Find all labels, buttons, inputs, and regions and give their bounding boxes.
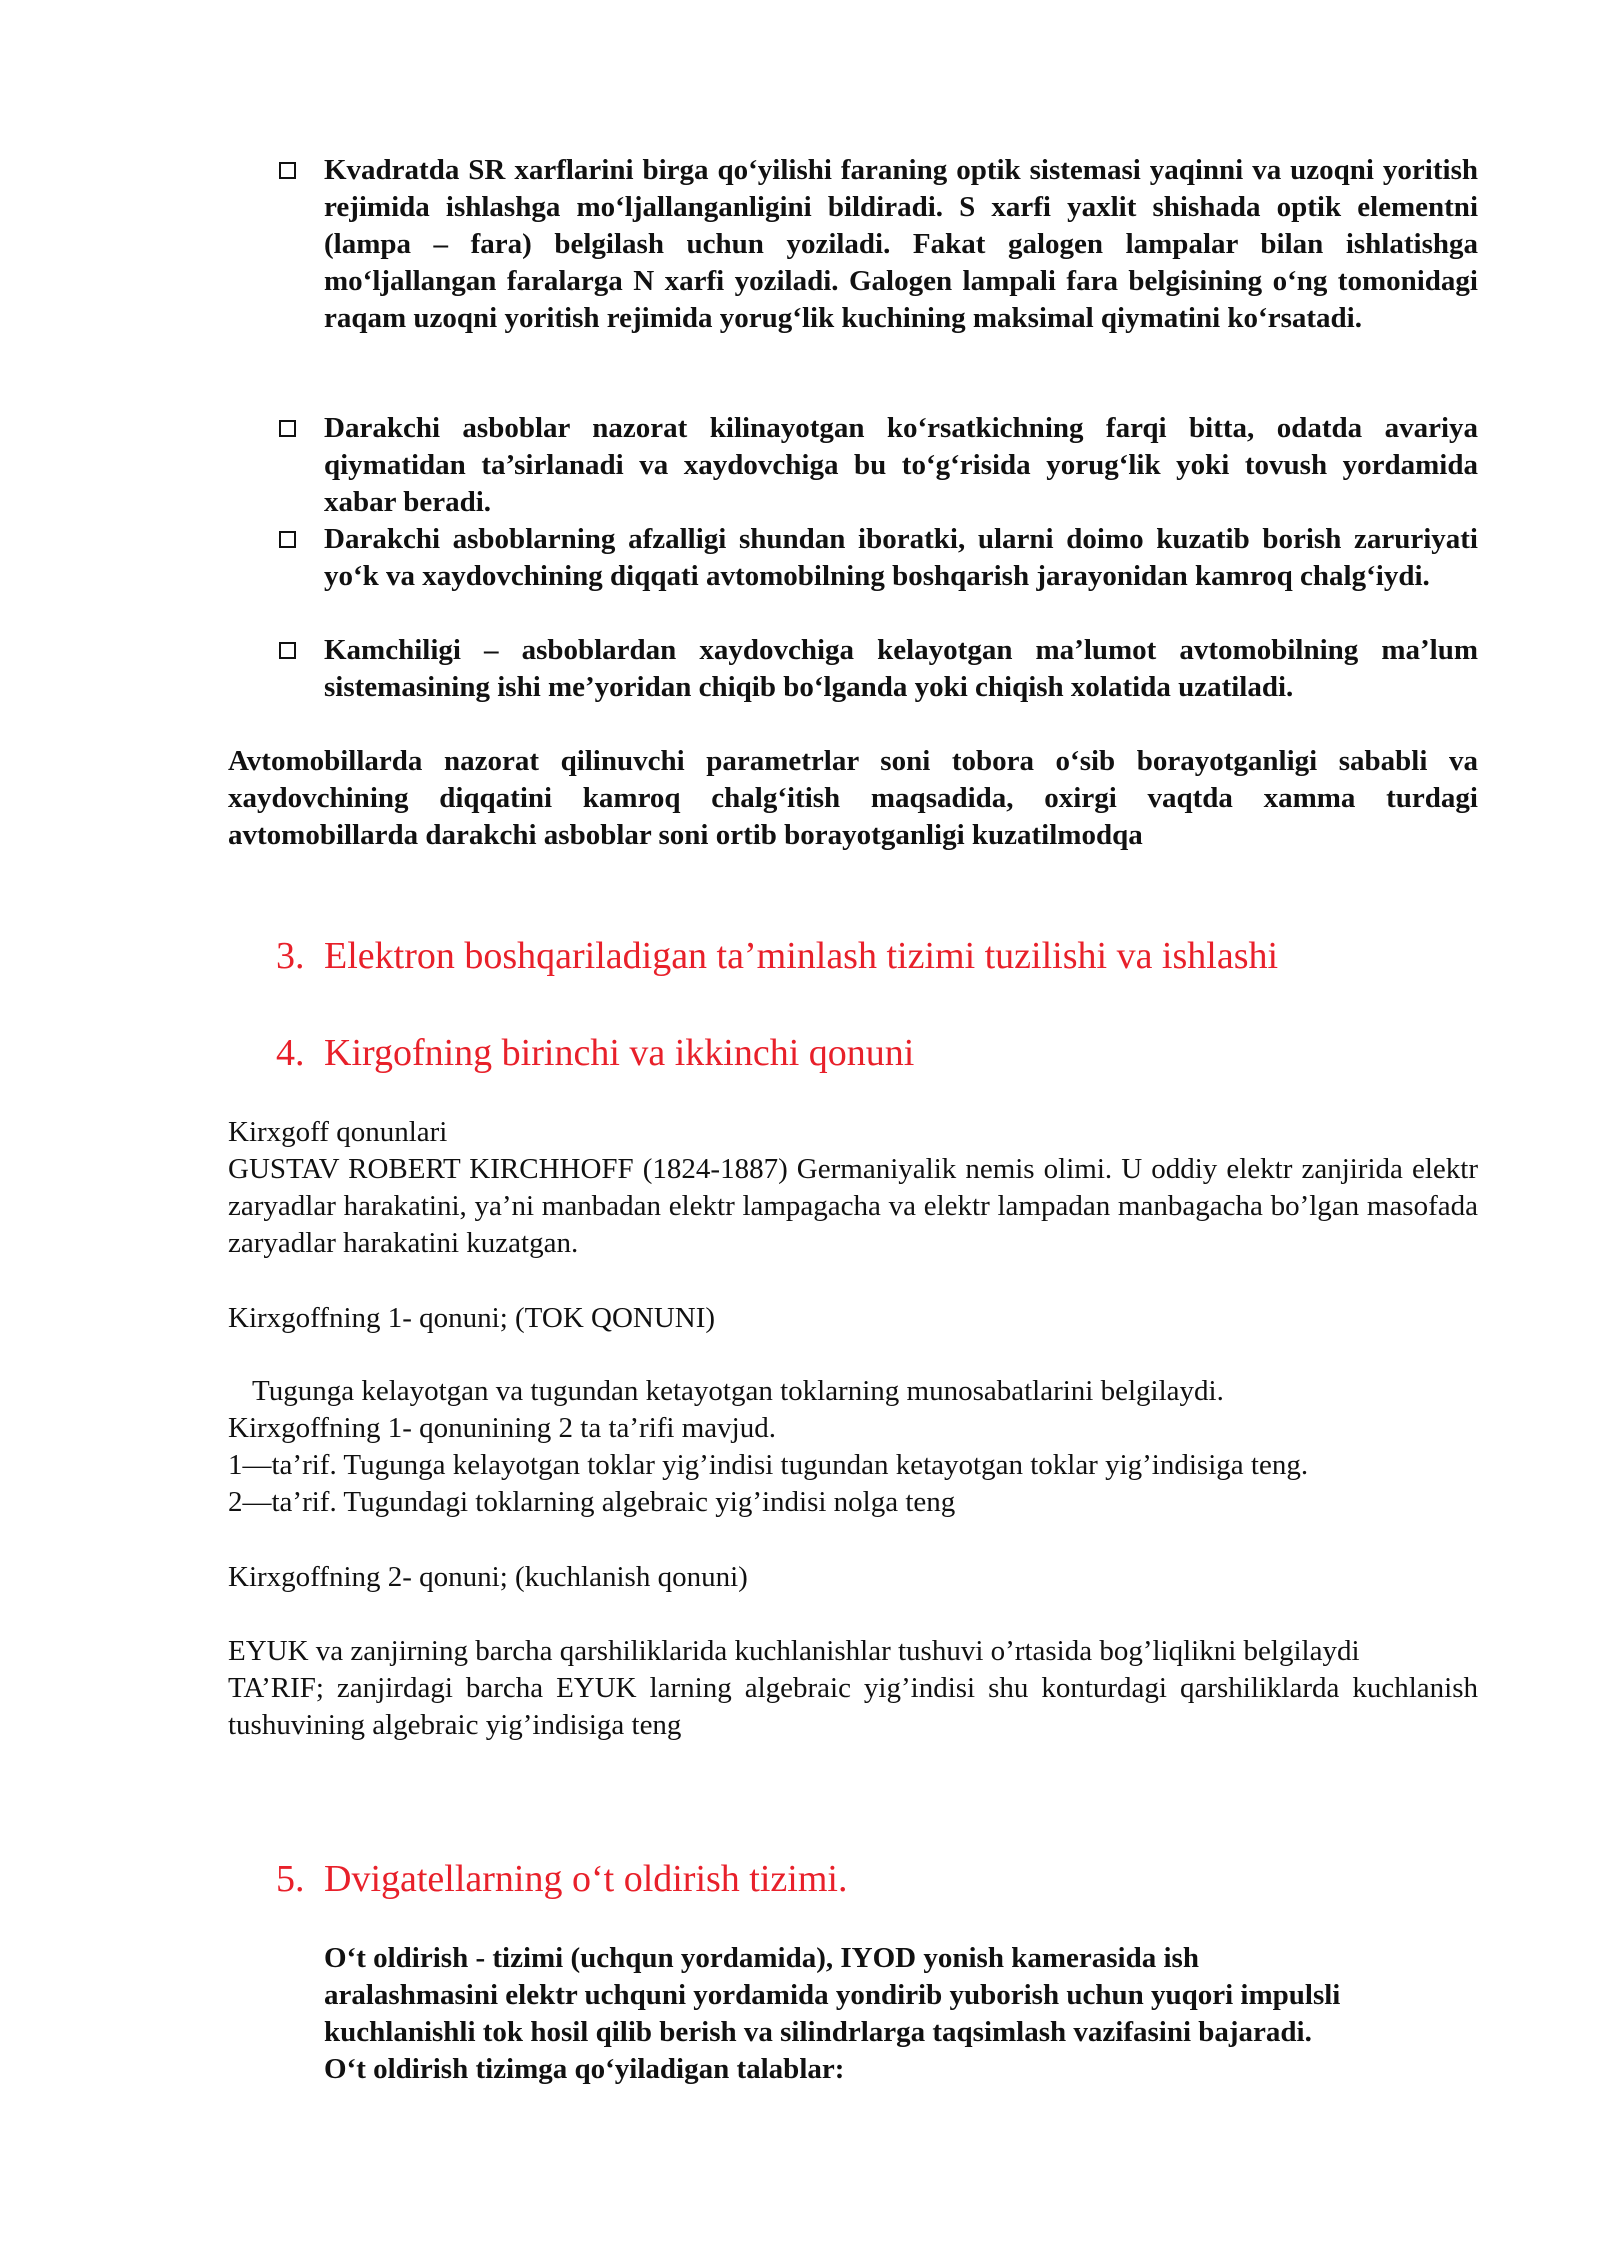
kirchhoff-title: Kirxgoff qonunlari: [228, 1116, 448, 1148]
heading-number: 4.: [276, 1032, 305, 1074]
list-item: [276, 632, 1478, 706]
heading-number: 5.: [276, 1858, 305, 1900]
list-item: [276, 521, 1478, 595]
list-item-text: Darakchi asboblar nazorat kilinayotgan ko‘rsatkichning farqi bitta, odatda avariya qiymatidan ta’sirlanadi va xaydovchiga bu to‘g‘risida yorug‘lik yoki tovush yordamida xabar beradi.: [324, 412, 1478, 518]
summary-text: Avtomobillarda nazorat qilinuvchi parametrlar soni tobora o‘sib borayotganligi sababli va xaydovchining diqqatini kamroq chalg‘itish maqsadida, oxirgi vaqtda xamma turdagi avtomobillarda darakchi asboblar soni ortib borayotganligi kuzatilmodqa: [228, 745, 1478, 851]
checkbox-bullet-icon: [279, 642, 296, 659]
checkbox-bullet-icon: [279, 162, 296, 179]
ignition-line: kuchlanishli tok hosil qilib berish va silindrlarga taqsimlash vazifasini bajaradi.: [324, 2016, 1312, 2048]
checkbox-bullet-icon: [279, 420, 296, 437]
heading-text: Dvigatellarning o‘t oldirish tizimi.: [324, 1858, 848, 1900]
section-heading-3: [276, 933, 1278, 979]
list-item-text: Darakchi asboblarning afzalligi shundan iboratki, ularni doimo kuzatib borish zaruriyati yo‘k va xaydovchining diqqati avtomobilning boshqarish jarayonidan kamroq chalg‘iydi.: [324, 523, 1478, 592]
ignition-requirements-label: O‘t oldirish tizimga qo‘yiladigan talablar:: [324, 2053, 845, 2085]
summary-paragraph: [228, 743, 1478, 854]
heading-number: 3.: [276, 935, 305, 977]
law1-title: Kirxgoffning 1- qonuni; (TOK QONUNI): [228, 1302, 716, 1334]
law2-def: TA’RIF; zanjirdagi barcha EYUK larning algebraic yig’indisi shu konturdagi qarshiliklarda kuchlanish tushuvining algebraic yig’indisiga teng: [228, 1672, 1478, 1741]
list-item-text: Kamchiligi – asboblardan xaydovchiga kelayotgan ma’lumot avtomobilning ma’lum sistemasining ishi me’yoridan chiqib bo‘lganda yoki chiqish xolatida uzatiladi.: [324, 634, 1478, 703]
law1-count: Kirxgoffning 1- qonunining 2 ta ta’rifi mavjud.: [228, 1412, 776, 1444]
law2-desc: EYUK va zanjirning barcha qarshiliklarida kuchlanishlar tushuvi o’rtasida bog’liqlikni belgilaydi: [228, 1635, 1360, 1667]
heading-text: Kirgofning birinchi va ikkinchi qonuni: [324, 1032, 915, 1074]
law2-block: [228, 1559, 1478, 1596]
law2-details: [228, 1633, 1478, 1744]
list-item-text: Kvadratda SR xarflarini birga qo‘yilishi faraning optik sistemasi yaqinni va uzoqni yoritish rejimida ishlashga mo‘ljallanganligini bildiradi. S xarfi yaxlit shishada optik elementni (lampa – fara) belgilash uchun yoziladi. Fakat galogen lampalar bilan ishlatishga mo‘ljallangan faralarga N xarfi yoziladi. Galogen lampali fara belgisining o‘ng tomonidagi raqam uzoqni yoritish rejimida yorug‘lik kuchining maksimal qiymatini ko‘rsatadi.: [324, 154, 1478, 334]
law1-desc: Tugunga kelayotgan va tugundan ketayotgan toklarning munosabatlarini belgilaydi.: [252, 1375, 1224, 1407]
law2-title: Kirxgoffning 2- qonuni; (kuchlanish qonuni): [228, 1561, 748, 1593]
list-item: [276, 410, 1478, 521]
ignition-section: [324, 1940, 1478, 2088]
law1-def1: 1—ta’rif. Tugunga kelayotgan toklar yig’indisi tugundan ketayotgan toklar yig’indisiga teng.: [228, 1449, 1309, 1481]
law1-def2: 2—ta’rif. Tugundagi toklarning algebraic yig’indisi nolga teng: [228, 1486, 956, 1518]
ignition-line: aralashmasini elektr uchquni yordamida yondirib yuborish uchun yuqori impulsli: [324, 1979, 1341, 2011]
checkbox-bullet-icon: [279, 531, 296, 548]
section-heading-5: [276, 1856, 847, 1902]
ignition-line: O‘t oldirish - tizimi (uchqun yordamida), IYOD yonish kamerasida ish: [324, 1942, 1199, 1974]
law1-details: [228, 1373, 1478, 1521]
section-heading-4: [276, 1030, 914, 1076]
heading-text: Elektron boshqariladigan ta’minlash tizimi tuzilishi va ishlashi: [324, 935, 1279, 977]
law1-block: [228, 1300, 1478, 1337]
kirchhoff-section: [228, 1114, 1478, 1262]
list-item: [276, 152, 1478, 337]
kirchhoff-intro: GUSTAV ROBERT KIRCHHOFF (1824-1887) Germaniyalik nemis olimi. U oddiy elektr zanjirida elektr zaryadlar harakatini, ya’ni manbadan elektr lampagacha va elektr lampadan manbagacha bo’lgan masofada zaryadlar harakatini kuzatgan.: [228, 1153, 1478, 1259]
